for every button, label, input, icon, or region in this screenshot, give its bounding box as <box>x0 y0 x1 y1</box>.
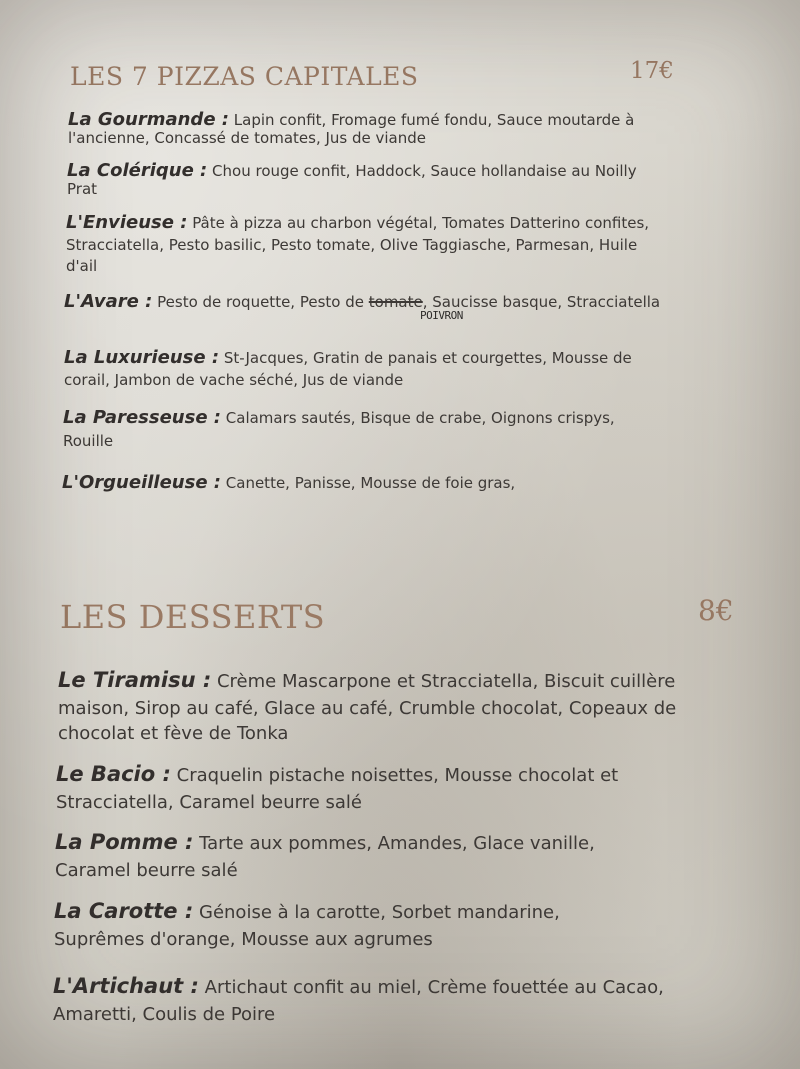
pizza-item-gourmande <box>68 110 668 147</box>
pizza-item-luxurieuse <box>64 346 664 391</box>
pizza-name: L'Orgueilleuse : <box>62 472 221 493</box>
dessert-name: Le Tiramisu : <box>58 668 212 692</box>
pizza-name: L'Envieuse : <box>66 212 188 233</box>
pizza-name: La Luxurieuse : <box>64 347 220 368</box>
dessert-name: La Carotte : <box>54 899 194 923</box>
pizza-desc-struck: tomate <box>368 293 423 311</box>
pizza-desc: St-Jacques, Gratin de panais et courgettes, Mousse de corail, Jambon de vache séché, Jus de viande <box>64 349 632 390</box>
pizza-desc: Calamars sautés, Bisque de crabe, Oignons crispys, Rouille <box>63 409 615 451</box>
pizza-item-avare <box>64 288 664 317</box>
dessert-item-tiramisu <box>58 666 698 747</box>
pizza-item-paresseuse <box>63 405 663 453</box>
dessert-item-bacio <box>56 760 676 815</box>
desserts-price: 8€ <box>698 594 734 627</box>
pizza-name: La Colérique : <box>67 160 208 181</box>
handwritten-note: POIVRON <box>420 309 463 322</box>
dessert-desc: Génoise à la carotte, Sorbet mandarine, Suprêmes d'orange, Mousse aux agrumes <box>54 902 560 950</box>
dessert-desc: Tarte aux pommes, Amandes, Glace vanille, Caramel beurre salé <box>55 833 595 881</box>
pizza-name: L'Avare : <box>64 291 153 312</box>
pizzas-price: 17€ <box>630 58 674 84</box>
dessert-name: La Pomme : <box>55 830 194 854</box>
dessert-name: Le Bacio : <box>56 762 171 786</box>
pizza-desc-after: , Saucisse basque, Stracciatella <box>422 293 661 311</box>
dessert-desc: Crème Mascarpone et Stracciatella, Biscuit cuillère maison, Sirop au café, Glace au café, Crumble chocolat, Copeaux de chocolat et fève de Tonka <box>58 671 677 745</box>
pizza-item-colerique <box>67 161 667 198</box>
pizza-desc: Chou rouge confit, Haddock, Sauce hollandaise au Noilly Prat <box>67 162 637 199</box>
pizza-desc: Canette, Panisse, Mousse de foie gras, <box>225 474 516 492</box>
pizza-name: La Paresseuse : <box>63 407 221 428</box>
pizzas-title: LES 7 PIZZAS CAPITALES <box>70 62 419 91</box>
pizza-desc: Pâte à pizza au charbon végétal, Tomates Datterino confites, Stracciatella, Pesto basilic, Pesto tomate, Olive Taggiasche, Parmesan, Huile d'ail <box>66 214 650 276</box>
pizza-desc-before: Pesto de roquette, Pesto de <box>157 293 364 311</box>
pizza-name: La Gourmande : <box>68 109 229 130</box>
pizza-desc: Lapin confit, Fromage fumé fondu, Sauce moutarde à l'ancienne, Concassé de tomates, Jus de viande <box>68 111 635 148</box>
dessert-item-carotte <box>54 897 644 952</box>
dessert-desc: Craquelin pistache noisettes, Mousse chocolat et Stracciatella, Caramel beurre salé <box>56 765 619 813</box>
pizza-item-envieuse <box>66 210 656 277</box>
pizza-item-orgueilleuse <box>62 473 662 493</box>
desserts-title: LES DESSERTS <box>60 598 326 636</box>
dessert-item-pomme <box>55 828 675 883</box>
dessert-name: L'Artichaut : <box>53 974 199 998</box>
dessert-desc: Artichaut confit au miel, Crème fouettée au Cacao, Amaretti, Coulis de Poire <box>53 977 664 1025</box>
dessert-item-artichaut <box>53 972 693 1027</box>
